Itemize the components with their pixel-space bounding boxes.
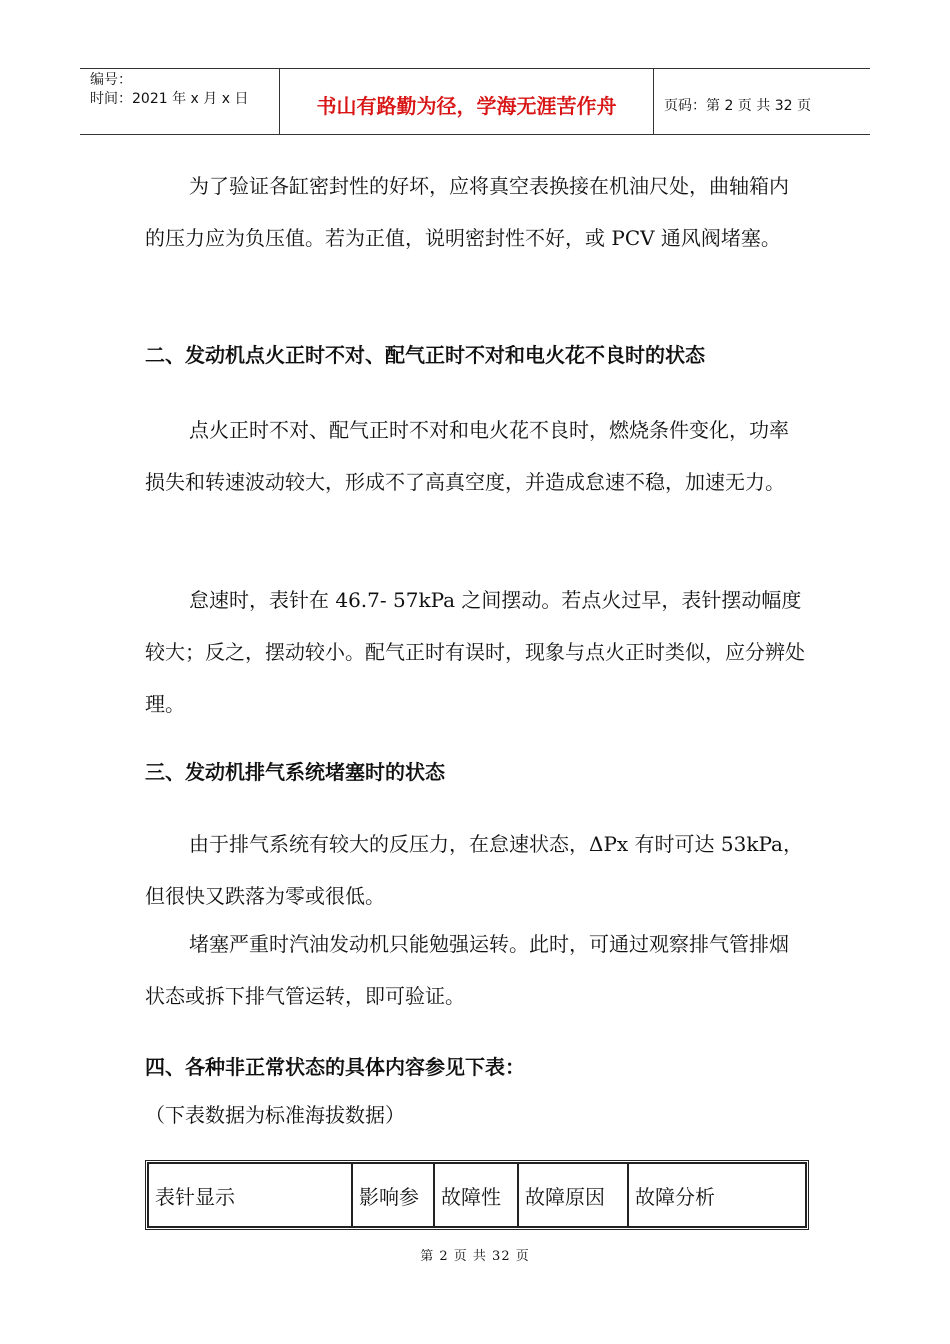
page-header [80,68,870,135]
paragraph-seal-check: 为了验证各缸密封性的好坏，应将真空表换接在机油尺处，曲轴箱内的压力应为负压值。若为正值，说明密封性不好，或 PCV 通风阀堵塞。 [145,174,789,250]
document-number-label: 编号： [90,72,132,88]
section-heading-3: 三、发动机排气系统堵塞时的状态 [145,760,445,784]
header-motto: 书山有路勤为径，学海无涯苦作舟 [280,69,654,134]
section-heading-2: 二、发动机点火正时不对、配气正时不对和电火花不良时的状态 [145,343,705,367]
paragraph-ignition-timing: 点火正时不对、配气正时不对和电火花不良时，燃烧条件变化，功率损失和转速波动较大，形成不了高真空度，并造成怠速不稳，加速无力。 [145,418,789,494]
table-header-row [148,1163,806,1227]
paragraph-idle-needle: 怠速时，表针在 46.7- 57kPa 之间摆动。若点火过早，表针摆动幅度较大；反之，摆动较小。配气正时有误时，现象与点火正时类似，应分辨处理。 [145,588,805,716]
table-header-cell: 故障性 [434,1163,518,1227]
header-page-info: 页码：第 2 页 共 32 页 [664,98,811,114]
fault-table [145,1160,809,1230]
paragraph-exhaust-blockage: 堵塞严重时汽油发动机只能勉强运转。此时，可通过观察排气管排烟状态或拆下排气管运转，即可验证。 [145,932,789,1008]
table-header-cell: 影响参 [352,1163,434,1227]
section-heading-4: 四、各种非正常状态的具体内容参见下表： [145,1055,525,1079]
paragraph-exhaust-pressure: 由于排气系统有较大的反压力，在怠速状态，ΔPx 有时可达 53kPa，但很快又跌落为零或很低。 [145,832,803,908]
header-meta [80,69,280,134]
document-date: 时间：2021 年 x 月 x 日 [90,91,249,107]
table-header-cell: 故障分析 [628,1163,806,1227]
table-header-cell: 故障原因 [518,1163,628,1227]
page-footer: 第 2 页 共 32 页 [420,1249,530,1264]
table-header-cell: 表针显示 [148,1163,352,1227]
table-note: （下表数据为标准海拔数据） [145,1103,405,1127]
